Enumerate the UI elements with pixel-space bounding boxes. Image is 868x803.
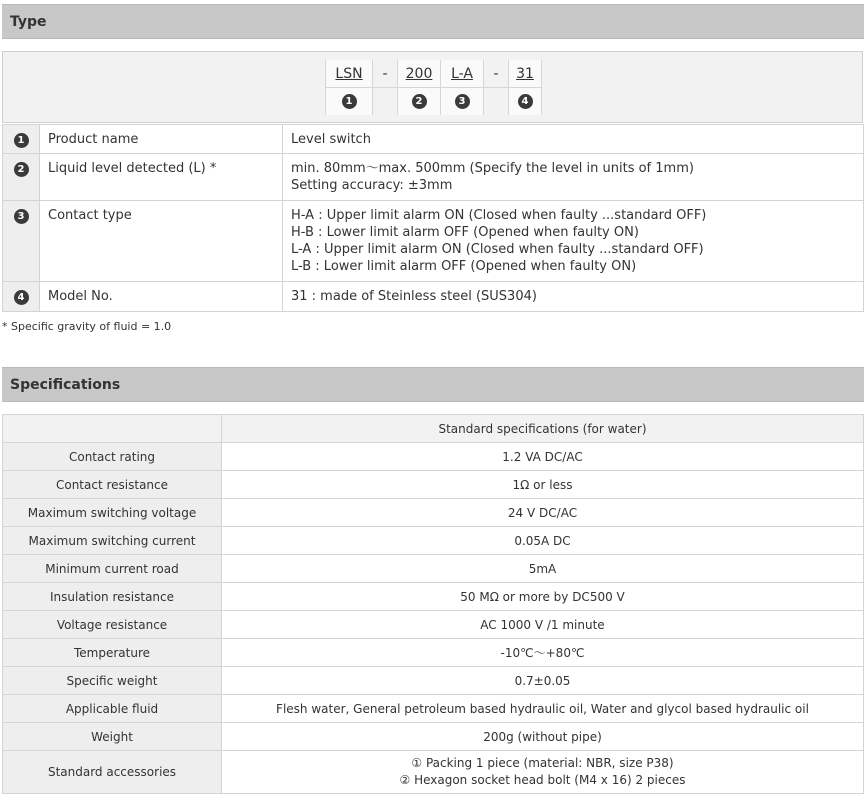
table-row xyxy=(3,667,864,695)
code-part-series xyxy=(325,60,372,115)
spec-value: 50 MΩ or more by DC500 V xyxy=(222,583,864,611)
table-row xyxy=(3,695,864,723)
value-line: Setting accuracy: ±3mm xyxy=(291,178,453,193)
table-row xyxy=(3,751,864,794)
row-value xyxy=(283,201,864,282)
spec-key: Weight xyxy=(3,723,222,751)
row-number-1: 1 xyxy=(14,133,29,148)
row-value xyxy=(283,282,864,312)
row-value xyxy=(283,125,864,154)
table-row xyxy=(3,125,864,154)
spec-key: Specific weight xyxy=(3,667,222,695)
spec-value: 1Ω or less xyxy=(222,471,864,499)
table-row xyxy=(3,201,864,282)
code-separator xyxy=(372,60,397,115)
table-header-row xyxy=(3,415,864,443)
header-blank xyxy=(3,415,222,443)
column-header: Standard specifications (for water) xyxy=(222,415,864,443)
table-row xyxy=(3,471,864,499)
row-label: Product name xyxy=(40,125,283,154)
spec-value: 0.05A DC xyxy=(222,527,864,555)
spec-key: Minimum current road xyxy=(3,555,222,583)
spec-key: Insulation resistance xyxy=(3,583,222,611)
value-line: Level switch xyxy=(291,132,371,147)
accessory-line: ① Packing 1 piece (material: NBR, size P38) xyxy=(411,756,674,770)
row-label: Model No. xyxy=(40,282,283,312)
spec-section-title: Specifications xyxy=(10,376,121,393)
table-row xyxy=(3,282,864,312)
code-number-3: 3 xyxy=(455,94,470,109)
footnote: * Specific gravity of fluid = 1.0 xyxy=(2,320,172,333)
code-separator xyxy=(483,60,508,115)
spec-key: Contact resistance xyxy=(3,471,222,499)
spec-key: Voltage resistance xyxy=(3,611,222,639)
code-dash: - xyxy=(493,65,499,82)
type-table xyxy=(2,124,864,312)
value-line: L-B : Lower limit alarm OFF (Opened when faulty ON) xyxy=(291,259,637,274)
model-code-diagram xyxy=(2,51,863,123)
row-value xyxy=(283,154,864,201)
spec-value: 0.7±0.05 xyxy=(222,667,864,695)
table-row xyxy=(3,583,864,611)
type-section-header xyxy=(2,4,864,39)
value-line: H-B : Lower limit alarm OFF (Opened when faulty ON) xyxy=(291,225,639,240)
spec-key: Temperature xyxy=(3,639,222,667)
code-part-contact xyxy=(440,60,483,115)
table-row xyxy=(3,611,864,639)
value-line: min. 80mm～max. 500mm (Specify the level in units of 1mm) xyxy=(291,161,694,176)
table-row xyxy=(3,499,864,527)
code-series: LSN xyxy=(335,65,363,82)
table-row xyxy=(3,723,864,751)
spec-value: 5mA xyxy=(222,555,864,583)
spec-key: Contact rating xyxy=(3,443,222,471)
code-dash: - xyxy=(382,65,388,82)
spec-value: 1.2 VA DC/AC xyxy=(222,443,864,471)
spec-value: Flesh water, General petroleum based hydraulic oil, Water and glycol based hydraulic oil xyxy=(222,695,864,723)
value-line: L-A : Upper limit alarm ON (Closed when faulty ...standard OFF) xyxy=(291,242,704,257)
accessory-line: ② Hexagon socket head bolt (M4 x 16) 2 pieces xyxy=(399,773,686,787)
spec-value: 24 V DC/AC xyxy=(222,499,864,527)
model-code-grid xyxy=(325,60,542,115)
code-model: 31 xyxy=(516,65,534,82)
code-number-4: 4 xyxy=(518,94,533,109)
spec-key: Maximum switching voltage xyxy=(3,499,222,527)
spec-table xyxy=(2,414,864,794)
spec-value: 200g (without pipe) xyxy=(222,723,864,751)
table-row xyxy=(3,639,864,667)
row-number-2: 2 xyxy=(14,162,29,177)
table-row xyxy=(3,555,864,583)
row-number-3: 3 xyxy=(14,209,29,224)
row-number-4: 4 xyxy=(14,290,29,305)
row-label: Liquid level detected (L) * xyxy=(40,154,283,201)
type-section-title: Type xyxy=(10,13,47,30)
code-part-level xyxy=(397,60,440,115)
value-line: H-A : Upper limit alarm ON (Closed when faulty ...standard OFF) xyxy=(291,208,707,223)
spec-section-header xyxy=(2,367,864,402)
value-line: 31 : made of Steinless steel (SUS304) xyxy=(291,289,537,304)
spec-key: Maximum switching current xyxy=(3,527,222,555)
spec-value xyxy=(222,751,864,794)
code-level: 200 xyxy=(405,65,433,82)
code-number-2: 2 xyxy=(412,94,427,109)
row-label: Contact type xyxy=(40,201,283,282)
table-row xyxy=(3,443,864,471)
spec-value: -10℃～+80℃ xyxy=(222,639,864,667)
table-row xyxy=(3,154,864,201)
code-number-1: 1 xyxy=(342,94,357,109)
code-part-model xyxy=(508,60,542,115)
spec-key: Applicable fluid xyxy=(3,695,222,723)
code-contact: L-A xyxy=(451,65,473,82)
table-row xyxy=(3,527,864,555)
spec-key: Standard accessories xyxy=(3,751,222,794)
spec-value: AC 1000 V /1 minute xyxy=(222,611,864,639)
